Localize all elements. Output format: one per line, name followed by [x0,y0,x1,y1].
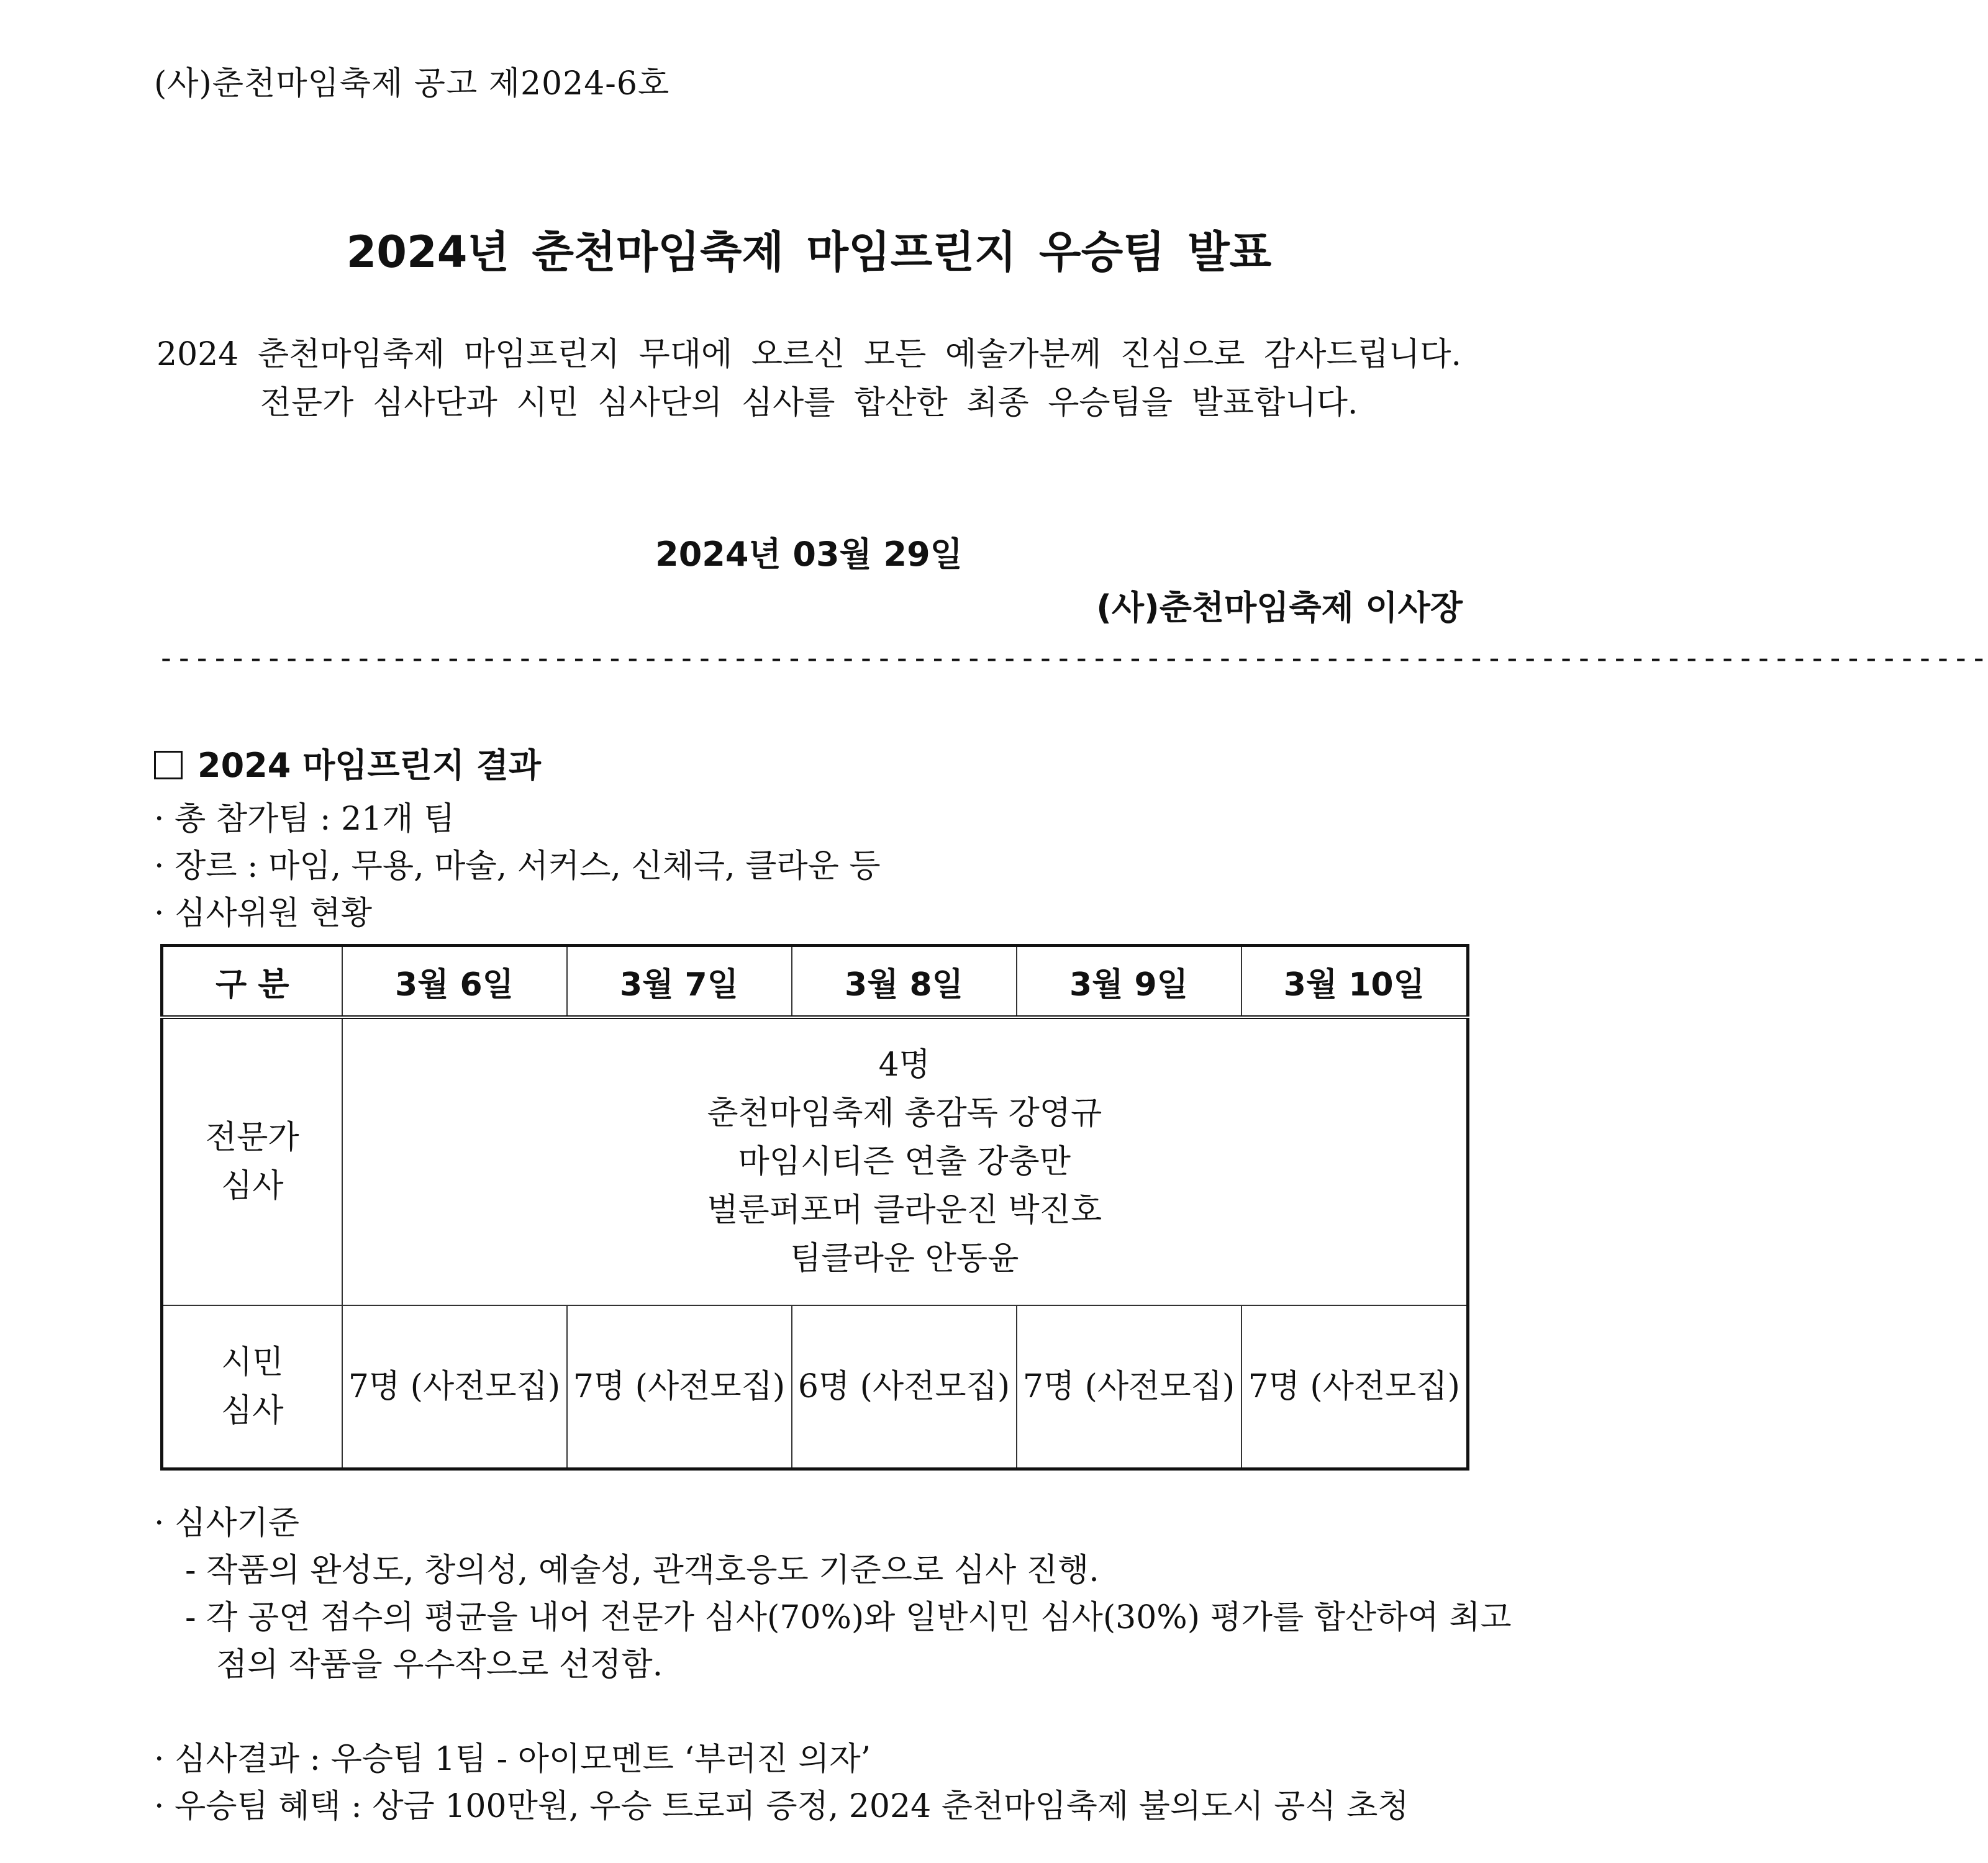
checkbox-square-icon [154,751,183,779]
criteria-heading: · 심사기준 [154,1505,299,1542]
expert-label-line-2: 심사 [221,1167,284,1205]
table-row-citizen [162,1305,1468,1469]
section-heading [154,739,541,787]
dashed-divider: ------------------------------------------------------------------------------------------------------ [157,641,1988,676]
expert-judge-4: 팀클라운 안동윤 [790,1240,1019,1277]
citizen-mar-10: 7명 (사전모집) [1241,1305,1468,1469]
expert-judge-3: 벌룬퍼포머 클라운진 박진호 [707,1192,1102,1229]
benefit-line: · 우승팀 혜택 : 상금 100만원, 우승 트로피 증정, 2024 춘천마임축제 불의도시 공식 초청 [154,1788,1409,1825]
criteria-item-2: - 각 공연 점수의 평균을 내어 전문가 심사(70%)와 일반시민 심사(30%) 평가를 합산하여 최고 [185,1599,1512,1636]
citizen-label-line-2: 심사 [221,1392,284,1430]
expert-judge-1: 춘천마임축제 총감독 강영규 [707,1095,1102,1132]
expert-judge-2: 마임시티즌 연출 강충만 [738,1143,1071,1181]
bullet-total-teams: · 총 참가팀 : 21개 팀 [154,800,455,838]
header-mar-7: 3월 7일 [567,946,792,1018]
citizen-mar-8: 6명 (사전모집) [792,1305,1017,1469]
citizen-mar-9: 7명 (사전모집) [1017,1305,1241,1469]
intro-line-1: 2024 춘천마임축제 마임프린지 무대에 오르신 모든 예술가분께 진심으로 감사드립니다. [157,336,1461,373]
criteria-item-2-continued: 점의 작품을 우수작으로 선정함. [216,1646,663,1684]
citizen-label-line-1: 시민 [221,1344,284,1381]
citizen-mar-6: 7명 (사전모집) [342,1305,567,1469]
result-line: · 심사결과 : 우승팀 1팀 - 아이모멘트 ‘부러진 의자’ [154,1741,871,1778]
table-row-expert [162,1017,1468,1305]
header-mar-6: 3월 6일 [342,946,567,1018]
header-mar-10: 3월 10일 [1241,946,1468,1018]
criteria-item-1: - 작품의 완성도, 창의성, 예술성, 관객호응도 기준으로 심사 진행. [185,1552,1099,1589]
citizen-label [162,1305,342,1469]
table-header-row [162,946,1468,1018]
header-mar-8: 3월 8일 [792,946,1017,1018]
bullet-judges: · 심사위원 현황 [154,895,372,932]
expert-label-line-1: 전문가 [205,1119,299,1156]
judges-table [160,944,1469,1471]
intro-line-2: 전문가 심사단과 시민 심사단의 심사를 합산한 최종 우승팀을 발표합니다. [260,384,1358,422]
section-heading-text: 2024 마임프린지 결과 [197,746,542,785]
expert-count: 4명 [878,1046,930,1084]
bullet-genres: · 장르 : 마임, 무용, 마술, 서커스, 신체극, 클라운 등 [154,848,881,885]
expert-judges [342,1017,1468,1305]
header-mar-9: 3월 9일 [1017,946,1241,1018]
page-title: 2024년 춘천마임축제 마임프린지 우승팀 발표 [346,227,1272,278]
expert-label [162,1017,342,1305]
announcement-date: 2024년 03월 29일 [655,535,963,574]
signer: (사)춘천마임축제 이사장 [1096,588,1463,627]
citizen-mar-7: 7명 (사전모집) [567,1305,792,1469]
header-category: 구 분 [162,946,342,1018]
notice-number: (사)춘천마임축제 공고 제2024-6호 [154,65,670,102]
